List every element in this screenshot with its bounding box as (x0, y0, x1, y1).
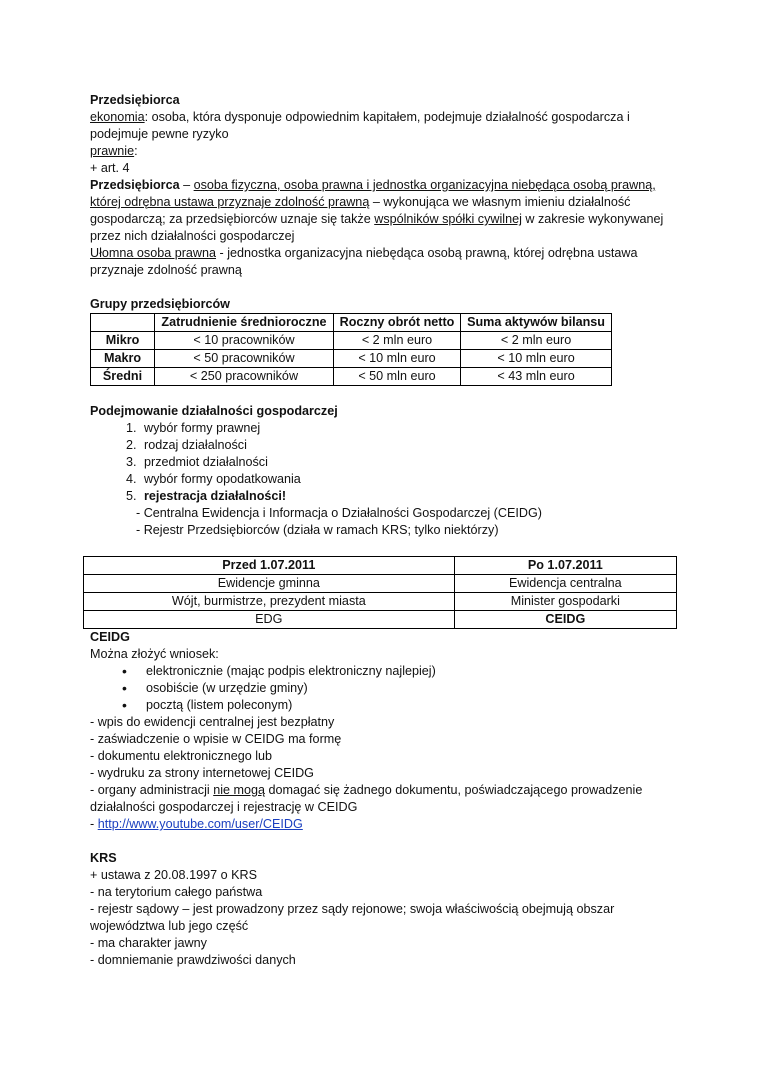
list-item: • elektronicznie (mając podpis elektroniczny najlepiej) (140, 663, 665, 680)
ekonomia-definition: ekonomia: osoba, która dysponuje odpowiednim kapitałem, podejmuje działalność gospodarcza i podejmuje pewne ryzyko (90, 110, 630, 141)
sub-item-ceidg: - Centralna Ewidencja i Informacja o Działalności Gospodarczej (CEIDG) (136, 506, 542, 520)
list-item: 1. wybór formy prawnej (140, 420, 665, 437)
document-body (90, 92, 665, 969)
przedsiebiorca-definition: Przedsiębiorca – osoba fizyczna, osoba prawna i jednostka organizacyjna niebędąca osobą prawną, której odrębna ustawa przyznaje zdolność prawną – wykonująca we własnym imieniu działalność gospodarczą; za przedsiębiorców uznaje się także wspólników spółki cywilnej w zakresie wykonywanej przez nich działalności gospodarczej (90, 178, 664, 243)
list-item: • osobiście (w urzędzie gminy) (140, 680, 665, 697)
table-row (84, 611, 677, 629)
table-header-cell: Roczny obrót netto (333, 314, 460, 332)
ulomna-osoba-definition: Ułomna osoba prawna - jednostka organizacyjna niebędąca osobą prawną, której odrębna ustawa przyznaje zdolność prawną (90, 246, 638, 277)
ekonomia-term: ekonomia (90, 110, 145, 124)
table-cell: CEIDG (454, 611, 676, 629)
table-row (84, 593, 677, 611)
art-line: + art. 4 (90, 161, 130, 175)
table-header-row (91, 314, 612, 332)
table-cell: < 50 pracowników (155, 350, 334, 368)
krs-line: - rejestr sądowy – jest prowadzony przez sądy rejonowe; swoja właściwością obejmują obszar województwa lub jego część (90, 902, 615, 933)
table-row (91, 332, 612, 350)
section-heading-przedsiebiorca: Przedsiębiorca (90, 93, 180, 107)
table-cell: < 50 mln euro (333, 368, 460, 386)
section-heading-podejmowanie: Podejmowanie działalności gospodarczej (90, 404, 338, 418)
ceidg-line: - zaświadczenie o wpisie w CEIDG ma formę (90, 732, 342, 746)
table-cell: < 250 pracowników (155, 368, 334, 386)
krs-line: + ustawa z 20.08.1997 o KRS (90, 868, 257, 882)
ceidg-link-line: - http://www.youtube.com/user/CEIDG (90, 817, 303, 831)
sub-item-krs: - Rejestr Przedsiębiorców (działa w ramach KRS; tylko niektórzy) (136, 523, 499, 537)
ceidg-line: - wpis do ewidencji centralnej jest bezpłatny (90, 715, 335, 729)
table-cell: < 10 mln euro (333, 350, 460, 368)
table-row (91, 368, 612, 386)
table-cell: < 43 mln euro (461, 368, 612, 386)
row-header-cell: Średni (91, 368, 155, 386)
section-heading-grupy: Grupy przedsiębiorców (90, 297, 230, 311)
table-header-cell: Przed 1.07.2011 (84, 557, 455, 575)
krs-line: - ma charakter jawny (90, 936, 207, 950)
table-row (84, 575, 677, 593)
section-heading-krs: KRS (90, 851, 117, 865)
list-item: 3. przedmiot działalności (140, 454, 665, 471)
groups-table (90, 313, 612, 386)
table-cell: Minister gospodarki (454, 593, 676, 611)
table-cell: < 2 mln euro (461, 332, 612, 350)
row-header-cell: Mikro (91, 332, 155, 350)
krs-line: - domniemanie prawdziwości danych (90, 953, 296, 967)
list-item: 4. wybór formy opodatkowania (140, 471, 665, 488)
list-item: • pocztą (listem poleconym) (140, 697, 665, 714)
table-cell: < 2 mln euro (333, 332, 460, 350)
table-header-cell (91, 314, 155, 332)
list-item: 5. rejestracja działalności! (140, 488, 665, 505)
comparison-table (83, 556, 677, 629)
table-cell: Ewidencja centralna (454, 575, 676, 593)
table-cell: Ewidencje gminna (84, 575, 455, 593)
row-header-cell: Makro (91, 350, 155, 368)
ceidg-line: - dokumentu elektronicznego lub (90, 749, 273, 763)
krs-line: - na terytorium całego państwa (90, 885, 263, 899)
table-cell: < 10 mln euro (461, 350, 612, 368)
ceidg-organy-line: - organy administracji nie mogą domagać się żadnego dokumentu, poświadczającego prowadzenie działalności gospodarczej i rejestrację w CEIDG (90, 783, 643, 814)
table-header-cell: Zatrudnienie średnioroczne (155, 314, 334, 332)
table-header-cell: Suma aktywów bilansu (461, 314, 612, 332)
table-header-cell: Po 1.07.2011 (454, 557, 676, 575)
table-row (91, 350, 612, 368)
steps-list (90, 420, 665, 505)
prawnie-term: prawnie (90, 144, 135, 158)
table-cell: < 10 pracowników (155, 332, 334, 350)
prawnie-line: prawnie: (90, 144, 138, 158)
table-cell: Wójt, burmistrze, prezydent miasta (84, 593, 455, 611)
list-item: 2. rodzaj działalności (140, 437, 665, 454)
youtube-link[interactable]: http://www.youtube.com/user/CEIDG (97, 817, 303, 831)
table-header-row (84, 557, 677, 575)
bullet-list (90, 663, 665, 714)
ceidg-line: - wydruku za strony internetowej CEIDG (90, 766, 314, 780)
table-cell: EDG (84, 611, 455, 629)
section-heading-ceidg: CEIDG (90, 630, 130, 644)
ceidg-intro: Można złożyć wniosek: (90, 647, 219, 661)
